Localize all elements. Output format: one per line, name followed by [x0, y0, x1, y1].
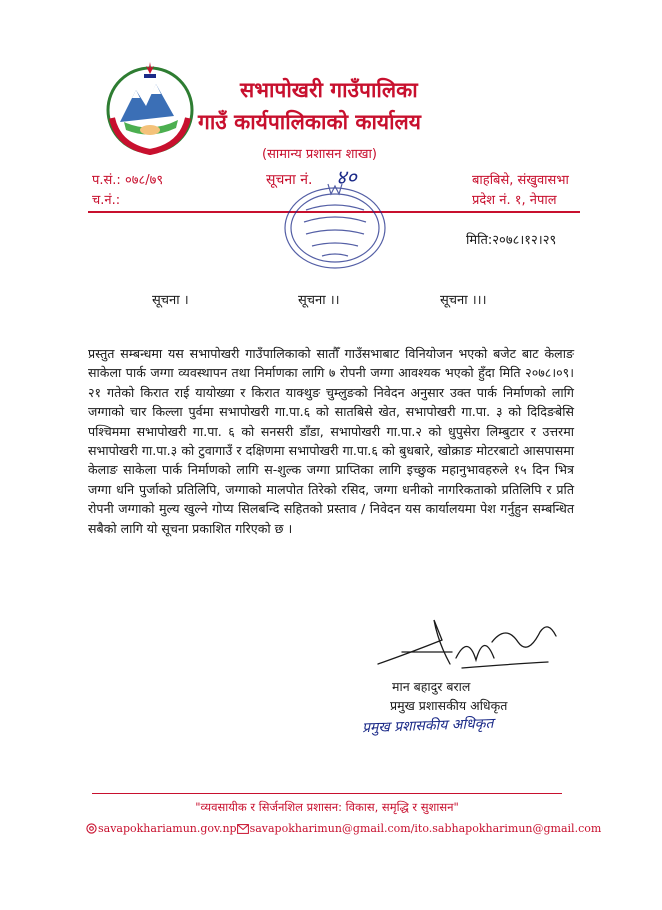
- mail-icon: [237, 824, 249, 834]
- email-link-2[interactable]: ito.sabhapokharimun@gmail.com: [414, 822, 602, 835]
- nepal-emblem-logo: [98, 60, 202, 156]
- signer-name: मान बहादुर बराल: [392, 679, 471, 694]
- notice-heading-3: सूचना ।।।: [440, 293, 487, 308]
- notice-number-label: सूचना नं.: [266, 172, 313, 188]
- contact-separator: /: [410, 822, 415, 835]
- section-name: (सामान्य प्रशासन शाखा): [262, 147, 377, 162]
- address-line-2: प्रदेश नं. १, नेपाल: [472, 193, 557, 208]
- address-line-1: बाहबिसे, संखुवासभा: [472, 173, 569, 188]
- office-name: गाउँ कार्यपालिकाको कार्यालय: [198, 110, 421, 134]
- designation-stamp: प्रमुख प्रशासकीय अधिकृत: [361, 715, 494, 737]
- email-link-1[interactable]: savapokharimun@gmail.com: [249, 822, 411, 835]
- signer-title: प्रमुख प्रशासकीय अधिकृत: [390, 698, 508, 713]
- notice-number-handwritten: ४०: [336, 165, 357, 189]
- notice-heading-1: सूचना ।: [152, 293, 189, 308]
- footer-divider: [92, 793, 562, 794]
- footer-contacts: [86, 822, 601, 835]
- notice-date: मिति:२०७८।१२।२९: [466, 233, 557, 248]
- handwritten-signature: [372, 612, 562, 676]
- website-link[interactable]: savapokhariamun.gov.np: [98, 822, 237, 835]
- reference-number: प.सं.: ०७८/७९: [92, 173, 164, 188]
- at-icon: [86, 823, 97, 834]
- office-seal-icon: [276, 180, 394, 276]
- notice-heading-2: सूचना ।।: [298, 293, 340, 308]
- footer-slogan: "व्यवसायीक र सिर्जनशिल प्रशासन: विकास, समृद्धि र सुशासन": [195, 800, 459, 814]
- notice-body-paragraph: प्रस्तुत सम्बन्धमा यस सभापोखरी गाउँपालिकाको सातौँ गाउँसभाबाट विनियोजन भएको बजेट बाट केलाङ साकेला पार्क जग्गा व्यवस्थापन तथा निर्माणका लागि ७ रोपनी जग्गा आवश्यक भएको हुँदा मिति २०७८।०९।२१ गतेको किरात राई यायोख्या र किरात याक्थुङ चुम्लुङको निवेदन अनुसार उक्त पार्क निर्माणको लागि जग्गाको चार किल्ला पुर्वमा सभापोखरी गा.पा.६ को सातबिसे खेत, सभापोखरी गा.पा. ३ को दिदिङबेसि पश्चिममा सभापोखरी गा.पा. ६ को सनसरी डाँडा, सभापोखरी गा.पा.२ को धुपुसेरा लिम्बुटार र उत्तरमा सभापोखरी गा.पा.३ को टुवागाउँ र दक्षिणमा सभापोखरी गा.पा.६ को बुधबारे, खोक्राङ मोटरबाटो आसपासमा केलाङ साकेला पार्क निर्माणको लागि स-शुल्क जग्गा प्राप्तिका लागि इच्छुक महानुभावहरुले १५ दिन भित्र जग्गा धनि पुर्जाको प्रतिलिपि, जग्गाको मालपोत तिरेको रसिद, जग्गा धनीको नागरिकताको प्रतिलिपि र प्रति रोपनी जग्गाको मुल्य खुल्ने गोप्य सिलबन्दि सहितको प्रस्ताव / निवेदन यस कार्यालयमा पेश गर्नुहुन सम्बन्धित सबैको लागि यो सूचना प्रकाशित गरिएको छ ।: [88, 346, 574, 536]
- dispatch-number: च.नं.:: [92, 193, 121, 208]
- municipality-name: सभापोखरी गाउँपालिका: [240, 78, 418, 102]
